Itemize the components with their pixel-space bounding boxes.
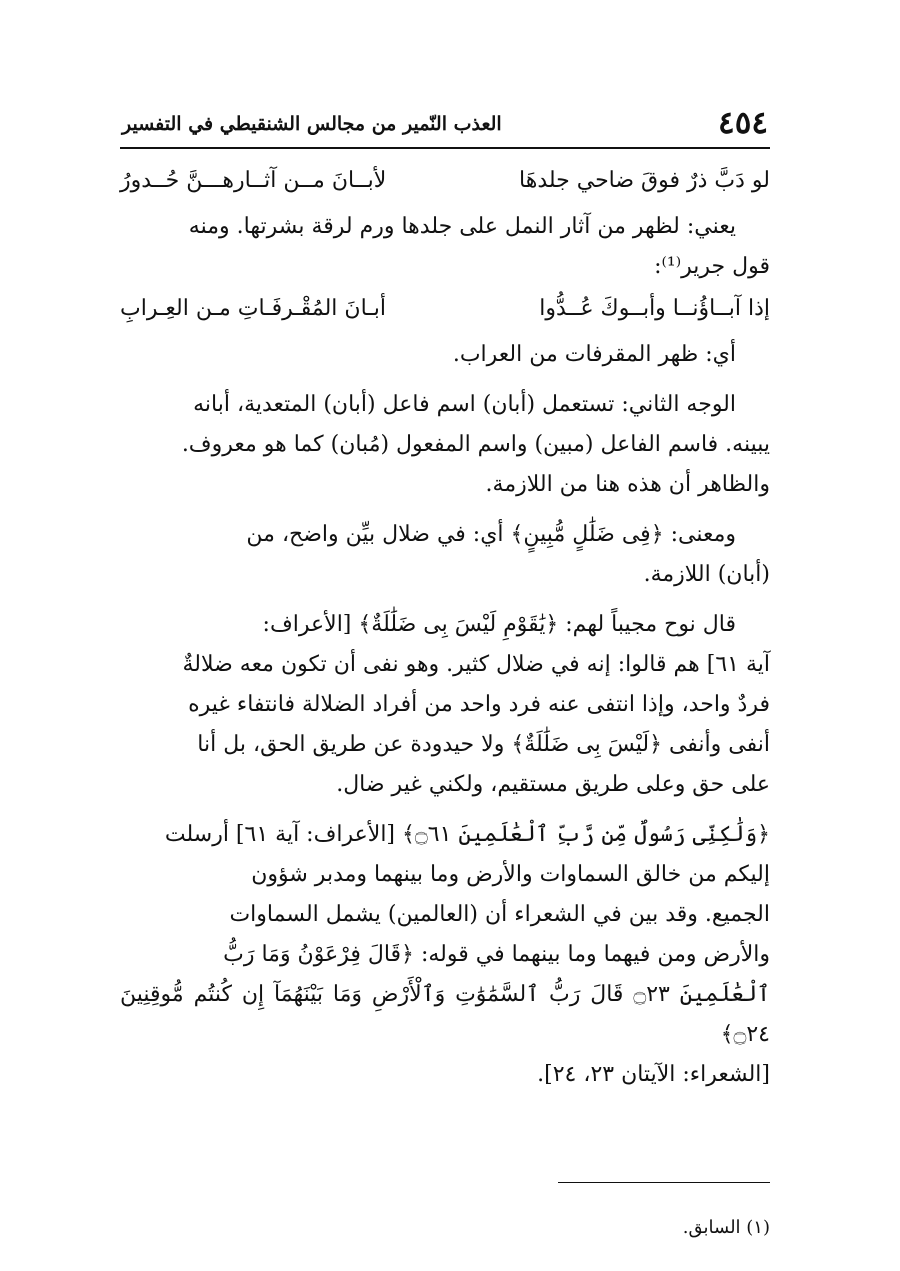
text-line: على حق وعلى طريق مستقيم، ولكني غير ضال. — [336, 772, 770, 797]
verse-first-hemistich: إذا آبــاؤُنــا وأبــوكَ عُــدُّوا — [539, 296, 770, 321]
book-page — [120, 95, 771, 1238]
text-line: الوجه الثاني: تستعمل (أبان) اسم فاعل (أبان) المتعدية، أبانه — [193, 392, 736, 417]
text-line: آية ٦١] هم قالوا: إنه في ضلال كثير. وهو نفى أن تكون معه ضلالةٌ — [182, 652, 770, 677]
footnote-divider — [558, 1182, 770, 1183]
page-body — [120, 159, 770, 1095]
text-line: والظاهر أن هذه هنا من اللازمة. — [485, 472, 770, 497]
text-line: يعني: لظهر من آثار النمل على جلدها ورم لرقة بشرتها. ومنه — [188, 214, 736, 239]
text-line: أي: ظهر المقرفات من العراب. — [452, 342, 736, 367]
text-line: (أبان) اللازمة. — [643, 562, 770, 587]
page-number: ٤٥٤ — [718, 105, 768, 141]
paragraph — [120, 815, 770, 1095]
text-line: ٱلْعَٰلَمِينَ ۝٢٣ قَالَ رَبُّ ٱلسَّمَٰوَٰتِ وَٱلْأَرْضِ وَمَا بَيْنَهُمَآ إِن كُنتُم مُّوقِنِينَ ۝٢٤﴾ — [120, 982, 771, 1047]
page-header — [120, 95, 770, 149]
text-line: إليكم من خالق السماوات والأرض وما بينهما ومدبر شؤون — [251, 862, 770, 887]
paragraph — [120, 335, 770, 375]
text-line: قال نوح مجيباً لهم: ﴿يَٰقَوْمِ لَيْسَ بِى ضَلَٰلَةٌ﴾ [الأعراف: — [262, 612, 736, 637]
book-title: العذب النّمير من مجالس الشنقيطي في التفسير — [122, 113, 502, 135]
poetry-verse — [120, 159, 770, 203]
text-line: قول جرير⁽¹⁾: — [654, 254, 770, 279]
paragraph — [120, 515, 770, 595]
text-line: يبينه. فاسم الفاعل (مبين) واسم المفعول (مُبان) كما هو معروف. — [181, 432, 770, 457]
footnote: (١) السابق. — [682, 1217, 770, 1238]
text-line: الجميع. وقد بين في الشعراء أن (العالمين) يشمل السماوات — [229, 902, 770, 927]
text-line: ﴿وَلَٰكِنِّى رَسُولٌ مِّن رَّبِّ ٱلْعَٰلَمِينَ ۝٦١﴾ [الأعراف: آية ٦١] أرسلت — [164, 822, 770, 847]
paragraph — [120, 385, 770, 505]
text-line: أنفى وأنفى ﴿لَيْسَ بِى ضَلَٰلَةٌ﴾ ولا حيدودة عن طريق الحق، بل أنا — [197, 732, 770, 757]
verse-second-hemistich: أبـانَ المُقْـرفَـاتِ مـن العِـرابِ — [120, 296, 386, 321]
verse-second-hemistich: لأبــانَ مــن آثــارهـــنَّ حُــدورُ — [120, 168, 387, 193]
text-line: فردٌ واحد، وإذا انتفى عنه فرد واحد من أفراد الضلالة فانتفاء غيره — [188, 692, 770, 717]
verse-first-hemistich: لو دَبَّ ذرٌ فوقَ ضاحي جلدهَا — [519, 168, 770, 193]
poetry-verse — [120, 287, 770, 331]
paragraph — [120, 605, 770, 805]
text-line: [الشعراء: الآيتان ٢٣، ٢٤]. — [537, 1062, 770, 1087]
text-line: ومعنى: ﴿فِى ضَلَٰلٍ مُّبِينٍ﴾ أي: في ضلال بيِّن واضح، من — [246, 522, 736, 547]
text-line: والأرض ومن فيهما وما بينهما في قوله: ﴿قَالَ فِرْعَوْنُ وَمَا رَبُّ — [223, 942, 770, 967]
paragraph — [120, 207, 770, 287]
